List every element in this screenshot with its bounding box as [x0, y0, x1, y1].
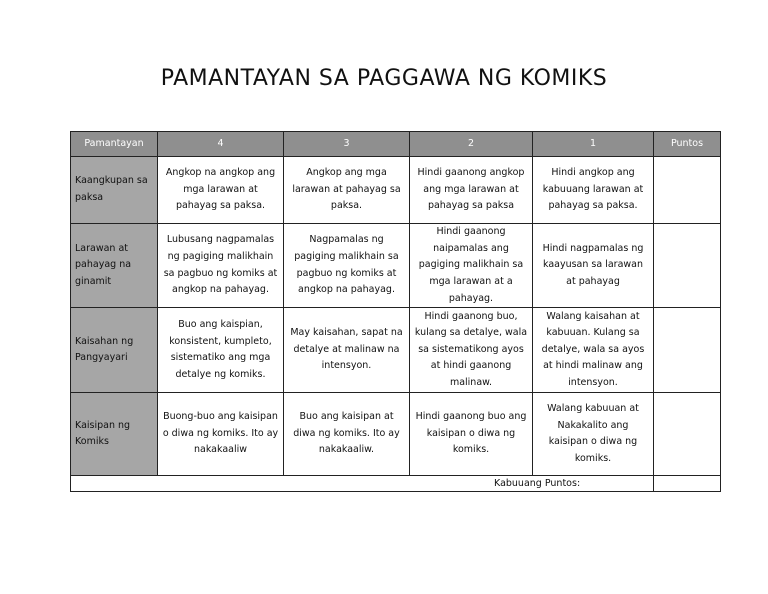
table-row	[71, 224, 721, 308]
descriptor-cell-1: Hindi nagpamalas ng kaayusan sa larawan at pahayag	[533, 224, 654, 308]
table-row	[71, 157, 721, 224]
header-score-3: 3	[284, 132, 410, 157]
descriptor-cell-4: Angkop na angkop ang mga larawan at pahayag sa paksa.	[158, 157, 284, 224]
descriptor-cell-3: Angkop ang mga larawan at pahayag sa paksa.	[284, 157, 410, 224]
header-row	[71, 132, 721, 157]
table-row	[71, 308, 721, 393]
descriptor-cell-4: Buong-buo ang kaisipan o diwa ng komiks. Ito ay nakakaaliw	[158, 393, 284, 476]
descriptor-cell-1: Walang kaisahan at kabuuan. Kulang sa detalye, wala sa ayos at hindi malinaw ang intensyon.	[533, 308, 654, 393]
header-score-1: 1	[533, 132, 654, 157]
total-row	[71, 476, 721, 492]
criterion-cell: Larawan at pahayag na ginamit	[71, 224, 158, 308]
header-score-2: 2	[410, 132, 533, 157]
descriptor-cell-2: Hindi gaanong buo ang kaisipan o diwa ng komiks.	[410, 393, 533, 476]
descriptor-cell-1: Walang kabuuan at Nakakalito ang kaisipan o diwa ng komiks.	[533, 393, 654, 476]
points-cell	[654, 224, 721, 308]
rubric-table	[70, 131, 721, 492]
table-row	[71, 393, 721, 476]
page-title: PAMANTAYAN SA PAGGAWA NG KOMIKS	[160, 66, 608, 91]
header-score-4: 4	[158, 132, 284, 157]
criterion-cell: Kaangkupan sa paksa	[71, 157, 158, 224]
descriptor-cell-1: Hindi angkop ang kabuuang larawan at pahayag sa paksa.	[533, 157, 654, 224]
points-cell	[654, 308, 721, 393]
descriptor-cell-2: Hindi gaanong angkop ang mga larawan at pahayag sa paksa	[410, 157, 533, 224]
descriptor-cell-2: Hindi gaanong naipamalas ang pagiging malikhain sa mga larawan at a pahayag.	[410, 224, 533, 308]
descriptor-cell-3: May kaisahan, sapat na detalye at malinaw na intensyon.	[284, 308, 410, 393]
descriptor-cell-3: Nagpamalas ng pagiging malikhain sa pagbuo ng komiks at angkop na pahayag.	[284, 224, 410, 308]
header-criteria: Pamantayan	[71, 132, 158, 157]
header-points: Puntos	[654, 132, 721, 157]
points-cell	[654, 157, 721, 224]
criterion-cell: Kaisipan ng Komiks	[71, 393, 158, 476]
descriptor-cell-4: Lubusang nagpamalas ng pagiging malikhain sa pagbuo ng komiks at angkop na pahayag.	[158, 224, 284, 308]
criterion-cell: Kaisahan ng Pangyayari	[71, 308, 158, 393]
total-points-cell	[654, 476, 721, 492]
descriptor-cell-4: Buo ang kaispian, konsistent, kumpleto, sistematiko ang mga detalye ng komiks.	[158, 308, 284, 393]
descriptor-cell-3: Buo ang kaisipan at diwa ng komiks. Ito ay nakakaaliw.	[284, 393, 410, 476]
points-cell	[654, 393, 721, 476]
descriptor-cell-2: Hindi gaanong buo, kulang sa detalye, wala sa sistematikong ayos at hindi gaanong malinaw.	[410, 308, 533, 393]
total-label: Kabuuang Puntos:	[71, 476, 654, 492]
